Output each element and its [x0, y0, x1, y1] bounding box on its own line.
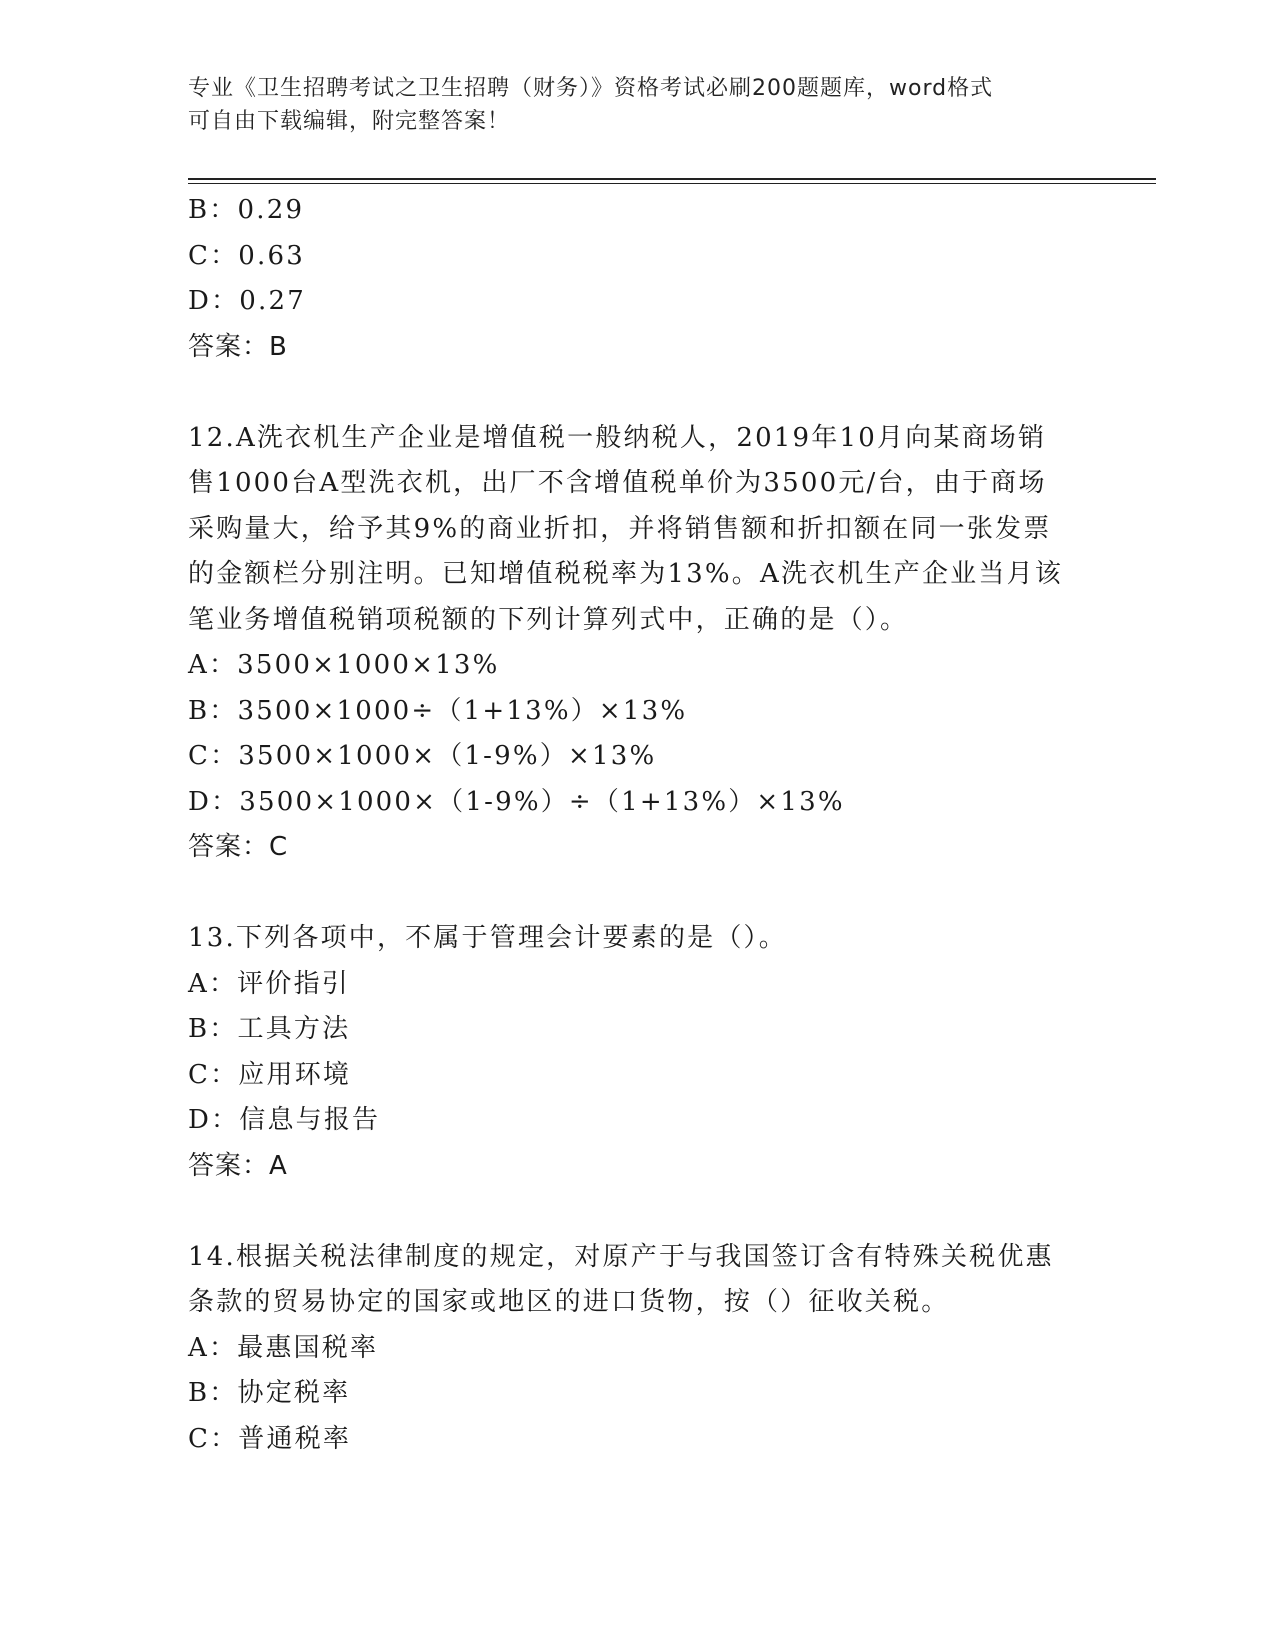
option-c: C：0.63 — [188, 240, 305, 271]
option-d: D：信息与报告 — [188, 1105, 381, 1135]
question-12 — [188, 416, 1088, 871]
question-stem-line: 笔业务增值税销项税额的下列计算列式中，正确的是（）。 — [188, 604, 909, 635]
question-stem-line: 的金额栏分别注明。已知增值税税率为13%。A洗衣机生产企业当月该 — [188, 559, 1063, 589]
spacer — [188, 370, 1088, 416]
option-c: C：3500×1000×（1-9%）×13% — [188, 741, 657, 771]
option-a: A：3500×1000×13% — [188, 650, 500, 680]
header-line-1: 专业《卫生招聘考试之卫生招聘（财务）》资格考试必刷200题题库，word格式 — [188, 76, 994, 101]
header-rule-thick — [188, 178, 1156, 180]
option-c: C：应用环境 — [188, 1059, 352, 1090]
option-a: A：评价指引 — [188, 968, 350, 999]
question-stem-line: 售1000台A型洗衣机，出厂不含增值税单价为3500元/台，由于商场 — [188, 468, 1047, 498]
answer-label: 答案：B — [188, 331, 288, 362]
option-b: B：协定税率 — [188, 1378, 351, 1408]
question-14 — [188, 1235, 1088, 1463]
option-b: B：0.29 — [188, 195, 305, 225]
spacer — [188, 1189, 1088, 1235]
question-stem-line: 13.下列各项中，不属于管理会计要素的是（）。 — [188, 923, 787, 953]
option-d: D：0.27 — [188, 286, 306, 316]
spacer — [188, 871, 1088, 917]
option-a: A：最惠国税率 — [188, 1332, 379, 1363]
answer-label: 答案：A — [188, 1150, 288, 1181]
question-stem-line: 条款的贸易协定的国家或地区的进口货物，按（）征收关税。 — [188, 1287, 950, 1317]
document-header — [188, 72, 1088, 138]
question-13 — [188, 916, 1088, 1189]
question-stem-line: 采购量大，给予其9%的商业折扣，并将销售额和折扣额在同一张发票 — [188, 513, 1052, 544]
question-stem-line: 14.根据关税法律制度的规定，对原产于与我国签订含有特殊关税优惠 — [188, 1241, 1054, 1272]
header-rule-thin — [188, 183, 1156, 184]
option-c: C：普通税率 — [188, 1423, 352, 1454]
option-d: D：3500×1000×（1-9%）÷（1+13%）×13% — [188, 786, 845, 817]
option-b: B：3500×1000÷（1+13%）×13% — [188, 695, 688, 726]
option-b: B：工具方法 — [188, 1014, 351, 1044]
document-body — [188, 188, 1088, 1462]
header-line-2: 可自由下载编辑，附完整答案！ — [188, 109, 511, 134]
answer-label: 答案：C — [188, 832, 289, 862]
question-11 — [188, 188, 1088, 370]
question-stem-line: 12.A洗衣机生产企业是增值税一般纳税人，2019年10月向某商场销 — [188, 422, 1047, 453]
